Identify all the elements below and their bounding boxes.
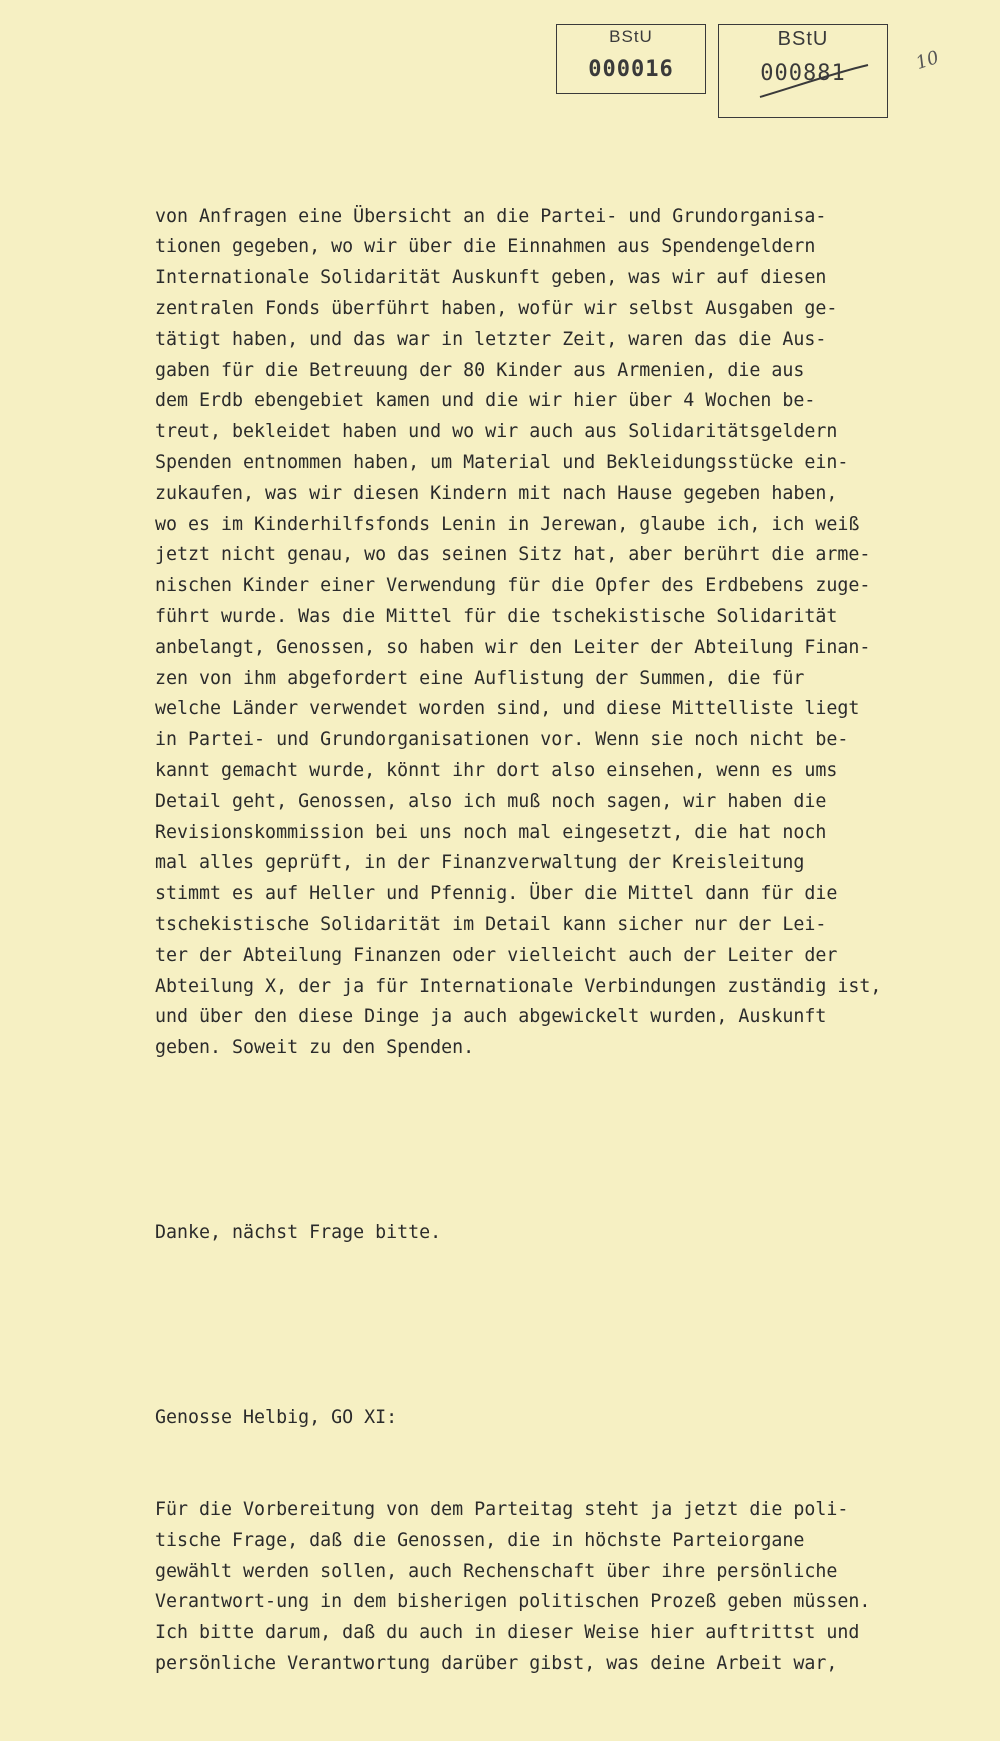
- text-line: ter der Abteilung Finanzen oder vielleicht auch der Leiter der: [155, 944, 838, 966]
- text-line: Revisionskommission bei uns noch mal eingesetzt, die hat noch: [155, 821, 827, 843]
- text-line: jetzt nicht genau, wo das seinen Sitz hat, aber berührt die arme-: [155, 544, 871, 566]
- text-line: Ich bitte darum, daß du auch in dieser Weise hier auftrittst und: [155, 1622, 860, 1644]
- text-line: stimmt es auf Heller und Pfennig. Über die Mittel dann für die: [155, 883, 838, 905]
- stamp-number-crossed: [760, 61, 845, 86]
- text-line: anbelangt, Genossen, so haben wir den Leiter der Abteilung Finan-: [155, 636, 871, 658]
- text-line: mal alles geprüft, in der Finanzverwaltung der Kreisleitung: [155, 852, 805, 874]
- stamp-label: BStU: [777, 28, 829, 50]
- text-line: zen von ihm abgefordert eine Auflistung der Summen, die für: [155, 667, 805, 689]
- blank-line: [155, 1310, 975, 1341]
- text-line: gewählt werden sollen, auch Rechenschaft über ihre persönliche: [155, 1560, 838, 1582]
- text-line: welche Länder verwendet worden sind, und diese Mittelliste liegt: [155, 698, 860, 720]
- text-line: geben. Soweit zu den Spenden.: [155, 1037, 475, 1059]
- text-line: kannt gemacht wurde, könnt ihr dort also einsehen, wenn es ums: [155, 759, 838, 781]
- text-line: Abteilung X, der ja für Internationale Verbindungen zuständig ist,: [155, 975, 882, 997]
- text-line: wo es im Kinderhilfsfonds Lenin in Jerewan, glaube ich, ich weiß: [155, 513, 860, 535]
- text-line: Spenden entnommen haben, um Material und Bekleidungsstücke ein-: [155, 451, 849, 473]
- paragraph-2: Danke, nächst Frage bitte.: [155, 1221, 442, 1243]
- archive-stamp-2: [718, 24, 888, 118]
- strike-through-mark: [754, 61, 874, 101]
- text-line: führt wurde. Was die Mittel für die tschekistische Solidarität: [155, 605, 838, 627]
- text-line: von Anfragen eine Übersicht an die Partei- und Grundorganisa-: [155, 205, 827, 227]
- text-line: und über den diese Dinge ja auch abgewickelt wurden, Auskunft: [155, 1006, 827, 1028]
- text-line: tätigt haben, und das war in letzter Zeit, waren das die Aus-: [155, 328, 827, 350]
- text-line: dem Erdb ebengebiet kamen und die wir hier über 4 Wochen be-: [155, 390, 816, 412]
- text-line: persönliche Verantwortung darüber gibst, was deine Arbeit war,: [155, 1653, 838, 1675]
- text-line: Verantwort-ung in dem bisherigen politischen Prozeß geben müssen.: [155, 1591, 871, 1613]
- text-line: zukaufen, was wir diesen Kindern mit nach Hause gegeben haben,: [155, 482, 838, 504]
- paragraph-1: [155, 202, 975, 1064]
- stamp-label: BStU: [609, 27, 653, 46]
- paragraph-3: [155, 1495, 975, 1680]
- text-line: zentralen Fonds überführt haben, wofür wir selbst Ausgaben ge-: [155, 297, 838, 319]
- speaker-heading: Genosse Helbig, GO XI:: [155, 1406, 398, 1428]
- text-line: tschekistische Solidarität im Detail kann sicher nur der Lei-: [155, 913, 827, 935]
- text-line: nischen Kinder einer Verwendung für die Opfer des Erdbebens zuge-: [155, 575, 871, 597]
- text-line: Für die Vorbereitung von dem Parteitag steht ja jetzt die poli-: [155, 1499, 849, 1521]
- text-line: gaben für die Betreuung der 80 Kinder aus Armenien, die aus: [155, 359, 805, 381]
- archive-stamp-1: [556, 24, 706, 94]
- text-line: Detail geht, Genossen, also ich muß noch sagen, wir haben die: [155, 790, 827, 812]
- text-line: tionen gegeben, wo wir über die Einnahmen aus Spendengeldern: [155, 236, 816, 258]
- stamp-number: 000881: [760, 61, 846, 86]
- text-line: tische Frage, daß die Genossen, die in höchste Parteiorgane: [155, 1529, 805, 1551]
- handwritten-page-number: 10: [913, 46, 942, 75]
- stamp-number: 000016: [588, 57, 674, 82]
- text-line: Internationale Solidarität Auskunft geben, was wir auf diesen: [155, 267, 827, 289]
- blank-line: [155, 1126, 975, 1157]
- document-body: [155, 140, 975, 1741]
- text-line: in Partei- und Grundorganisationen vor. Wenn sie noch nicht be-: [155, 729, 849, 751]
- text-line: treut, bekleidet haben und wo wir auch aus Solidaritätsgeldern: [155, 421, 838, 443]
